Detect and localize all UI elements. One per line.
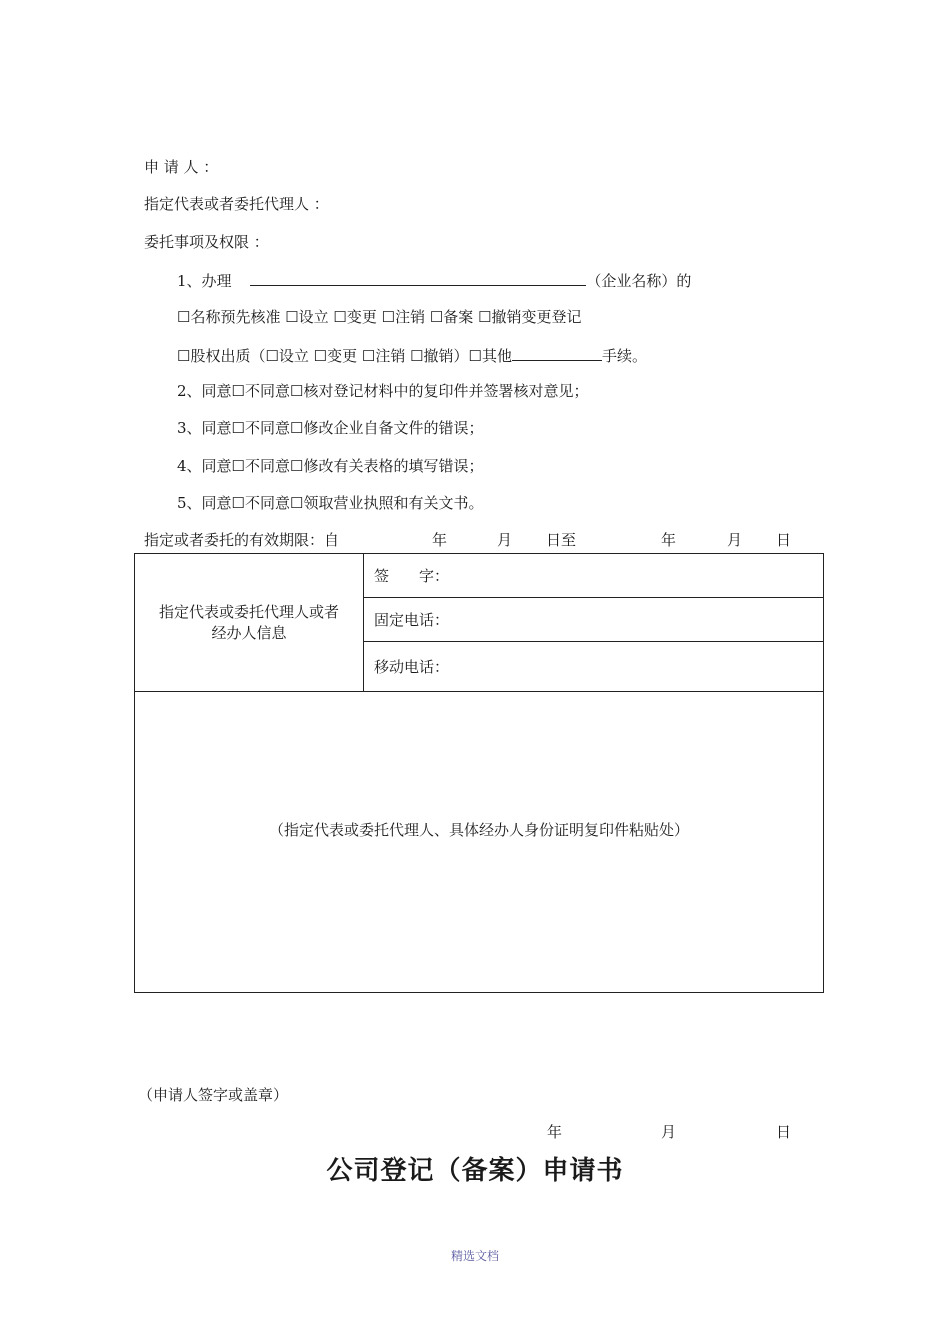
sign-month: 月 — [661, 1123, 677, 1141]
footer-text: 精选文档 — [450, 1249, 499, 1263]
signature-cell[interactable] — [364, 554, 823, 598]
agent-info-header-line-2: 经办人信息 — [211, 623, 287, 642]
agent-info-header-line-1: 指定代表或委托代理人或者 — [158, 602, 339, 621]
validity-day-to: 日至 — [546, 531, 577, 549]
landline-cell[interactable] — [364, 598, 823, 642]
validity-day-2: 日 — [776, 531, 792, 549]
item-1 — [177, 269, 691, 291]
signature-label: 签 字： — [374, 567, 450, 585]
sign-year: 年 — [547, 1123, 563, 1141]
options-row-2-prefix: ☐股权出质（☐设立 ☐变更 ☐注销 ☐撤销）☐其他 — [177, 347, 512, 365]
applicant-label: 申 请 人 ： — [144, 158, 219, 176]
applicant-signature-label: （申请人签字或盖章） — [138, 1086, 289, 1104]
sign-day: 日 — [776, 1123, 792, 1141]
validity-label: 指定或者委托的有效期限：自 — [144, 531, 340, 549]
agent-info-table — [134, 553, 824, 993]
landline-label: 固定电话： — [374, 611, 450, 629]
options-row-1: ☐名称预先核准 ☐设立 ☐变更 ☐注销 ☐备案 ☐撤销变更登记 — [177, 308, 582, 326]
item-4: 4、同意☐不同意☐修改有关表格的填写错误； — [177, 457, 484, 475]
item-1-suffix: （企业名称）的 — [586, 272, 692, 290]
validity-year-1: 年 — [432, 531, 448, 549]
document-title: 公司登记（备案）申请书 — [326, 1156, 624, 1186]
mobile-label: 移动电话： — [374, 658, 450, 676]
agent-info-header — [135, 554, 364, 691]
item-1-prefix: 1、办理 — [177, 272, 232, 290]
options-row-2 — [177, 344, 647, 366]
validity-year-2: 年 — [661, 531, 677, 549]
validity-month-2: 月 — [727, 531, 743, 549]
options-row-2-suffix: 手续。 — [602, 347, 648, 365]
mobile-cell[interactable] — [364, 642, 823, 691]
item-5: 5、同意☐不同意☐领取营业执照和有关文书。 — [177, 494, 484, 512]
designee-label: 指定代表或者委托代理人 ： — [144, 195, 329, 213]
validity-month-1: 月 — [497, 531, 513, 549]
other-field[interactable] — [512, 344, 602, 361]
matters-label: 委托事项及权限 ： — [144, 233, 269, 251]
item-2: 2、同意☐不同意☐核对登记材料中的复印件并签署核对意见； — [177, 382, 589, 400]
id-paste-area — [135, 691, 823, 992]
id-paste-label: （指定代表或委托代理人、具体经办人身份证明复印件粘贴处） — [268, 821, 689, 839]
company-name-field[interactable] — [250, 269, 586, 286]
item-3: 3、同意☐不同意☐修改企业自备文件的错误； — [177, 419, 484, 437]
